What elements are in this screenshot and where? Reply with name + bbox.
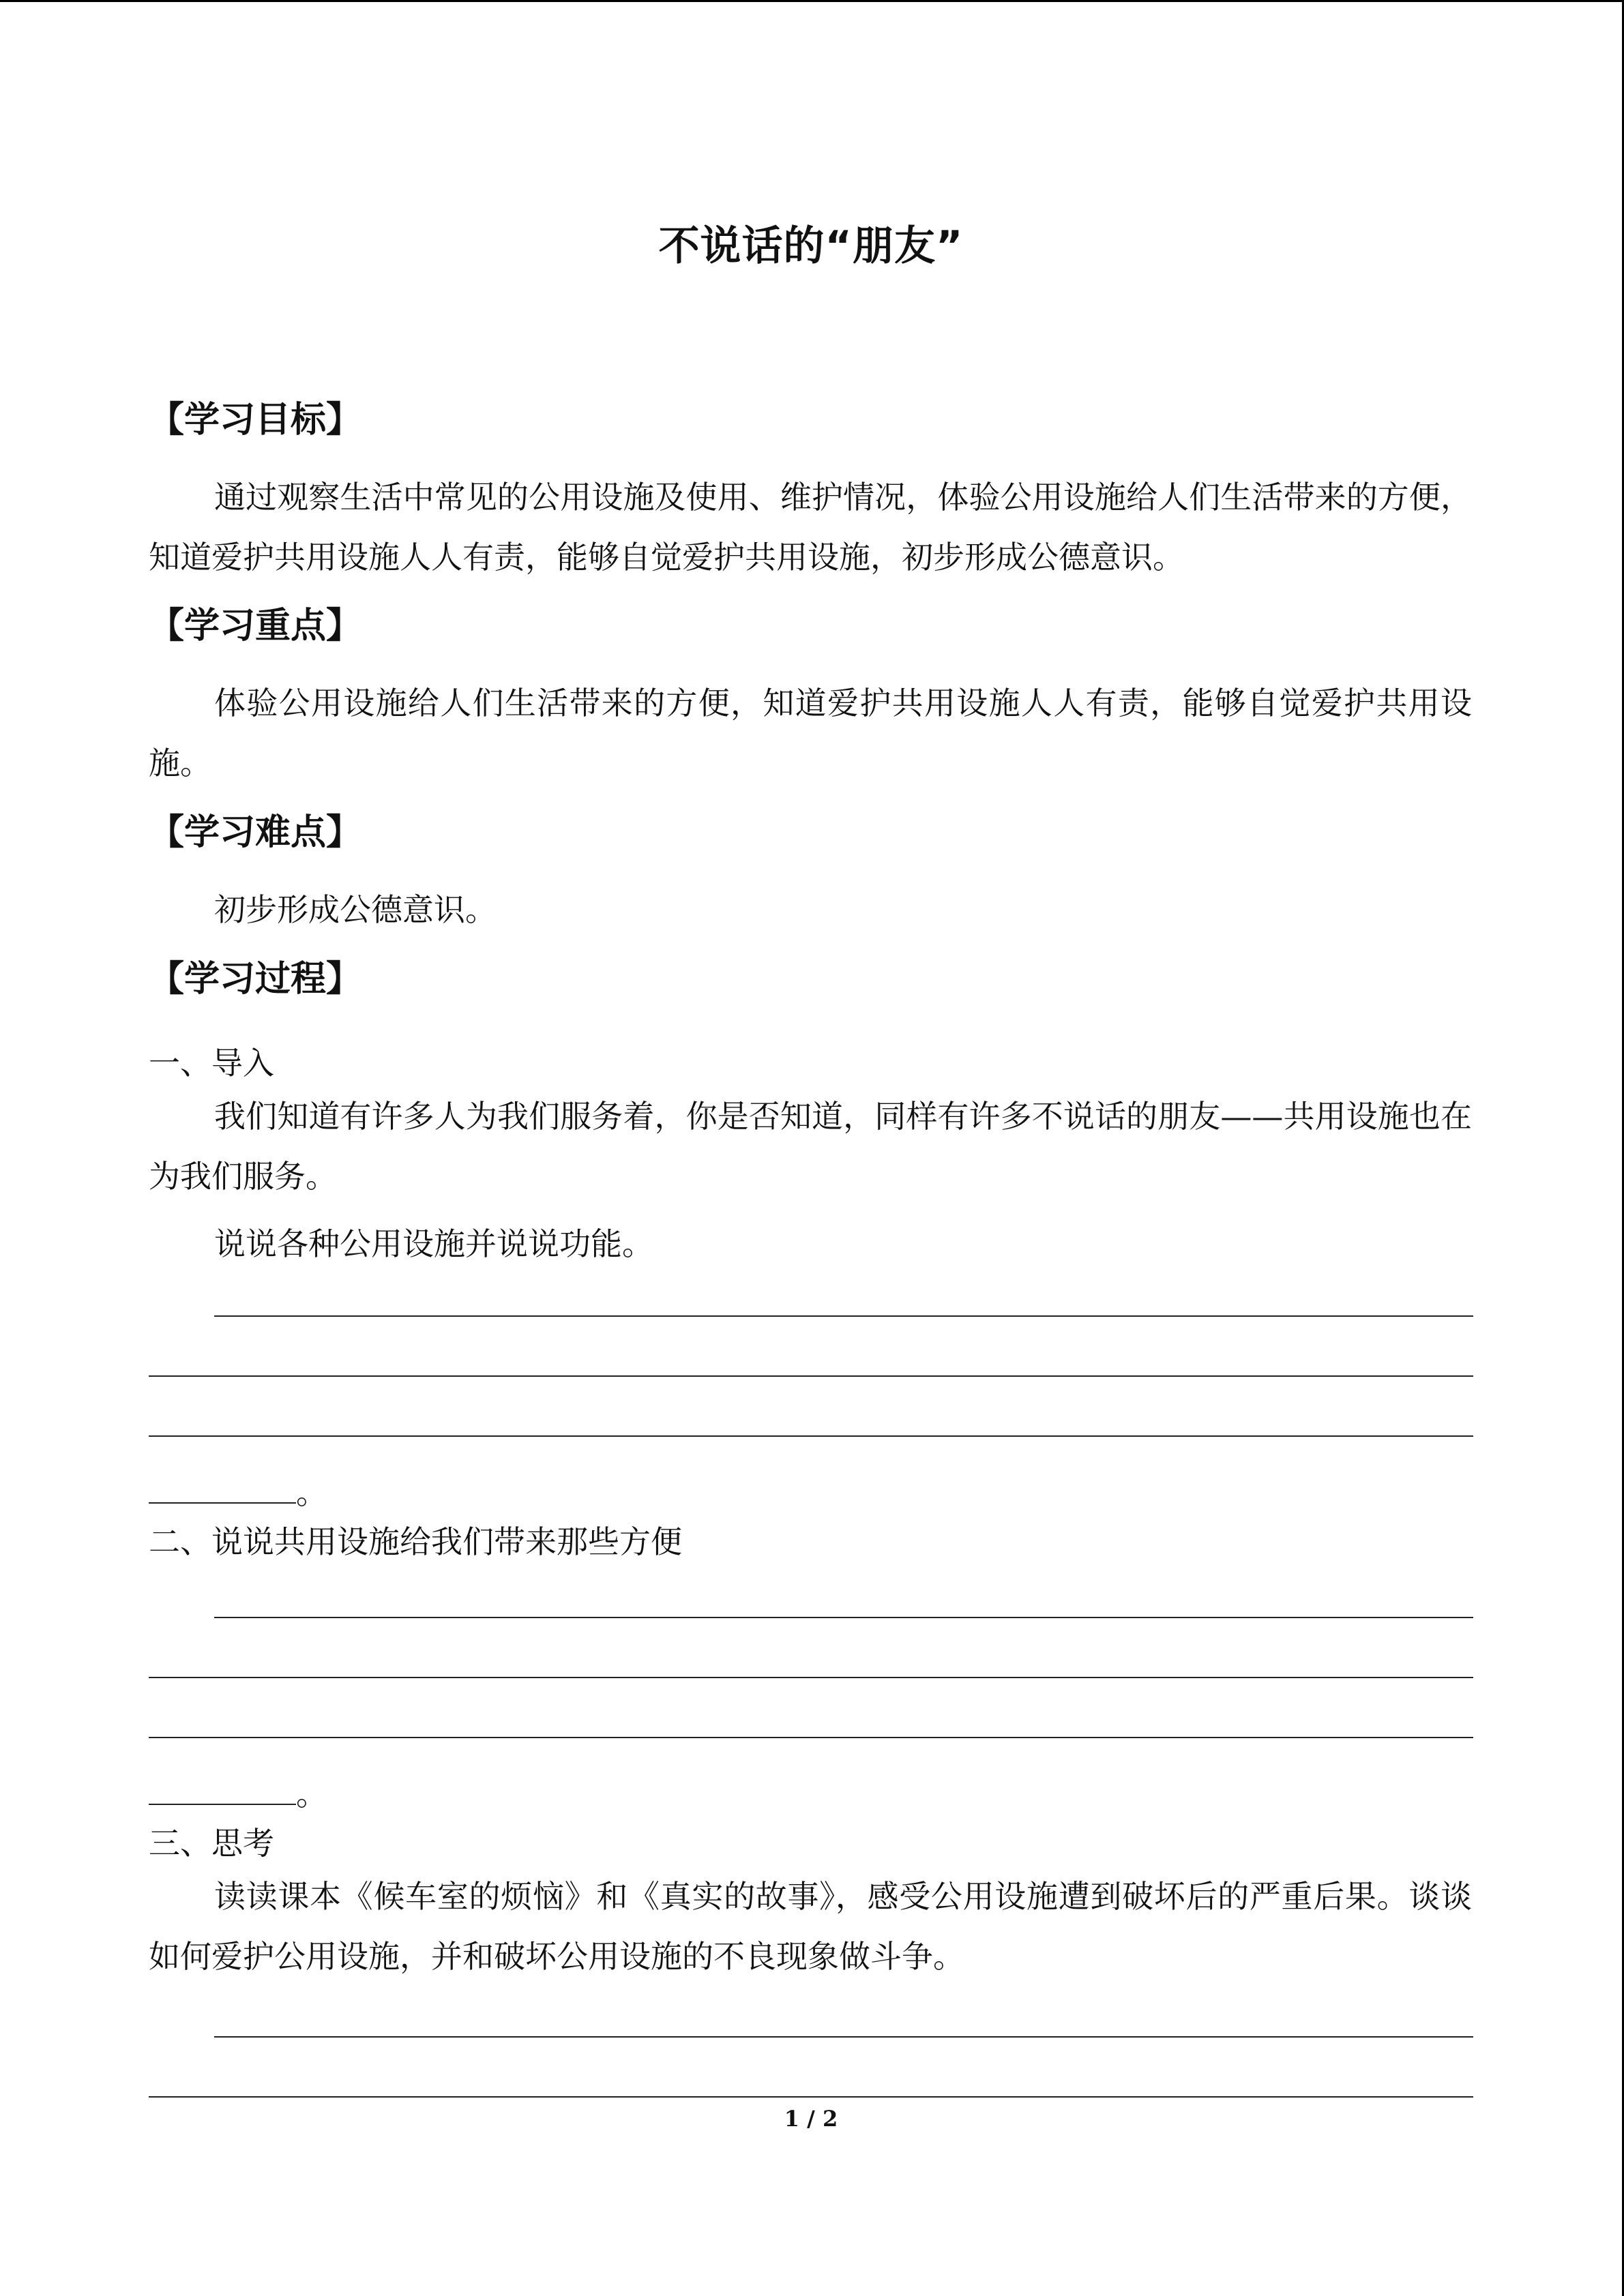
short-answer-blank[interactable] <box>149 1770 327 1815</box>
end-mark: 。 <box>296 1474 327 1511</box>
goal-paragraph: 通过观察生活中常见的公用设施及使用、维护情况，体验公用设施给人们生活带来的方便，知道爱护共用设施人人有责，能够自觉爱护共用设施，初步形成公德意识。 <box>149 479 1472 576</box>
answer-line[interactable] <box>149 1375 1473 1377</box>
page-number: 1 / 2 <box>784 2106 838 2132</box>
key-paragraph: 体验公用设施给人们生活带来的方便，知道爱护共用设施人人有责，能够自觉爱护共用设施。 <box>149 685 1472 781</box>
part1-paragraph: 我们知道有许多人为我们服务着，你是否知道，同样有许多不说话的朋友——共用设施也在为我们服务。 <box>149 1098 1472 1195</box>
blank-line[interactable] <box>149 1776 296 1805</box>
answer-line[interactable] <box>149 1435 1473 1437</box>
part1-prompt: 说说各种公用设施并说说功能。 <box>214 1225 653 1262</box>
short-answer-blank[interactable] <box>149 1468 327 1513</box>
part2-title: 二、说说共用设施给我们带来那些方便 <box>149 1523 682 1560</box>
answer-line[interactable] <box>149 2096 1473 2098</box>
answer-line[interactable] <box>149 1677 1473 1678</box>
difficulty-paragraph: 初步形成公德意识。 <box>214 891 497 928</box>
answer-line[interactable] <box>149 1737 1473 1738</box>
end-mark: 。 <box>296 1776 327 1813</box>
page-title: 不说话的“朋友” <box>658 222 964 270</box>
section-heading-difficulty: 【学习难点】 <box>149 812 362 853</box>
answer-line[interactable] <box>214 2036 1473 2038</box>
section-heading-goal: 【学习目标】 <box>149 400 362 441</box>
part3-title: 三、思考 <box>149 1825 274 1862</box>
section-heading-process: 【学习过程】 <box>149 959 362 1000</box>
blank-line[interactable] <box>149 1475 296 1504</box>
answer-line[interactable] <box>214 1617 1473 1618</box>
part1-title: 一、导入 <box>149 1045 274 1082</box>
part3-paragraph: 读读课本《候车室的烦恼》和《真实的故事》，感受公用设施遭到破坏后的严重后果。谈谈如何爱护公用设施，并和破坏公用设施的不良现象做斗争。 <box>149 1878 1472 1975</box>
section-heading-key: 【学习重点】 <box>149 606 362 646</box>
answer-line[interactable] <box>214 1315 1473 1317</box>
